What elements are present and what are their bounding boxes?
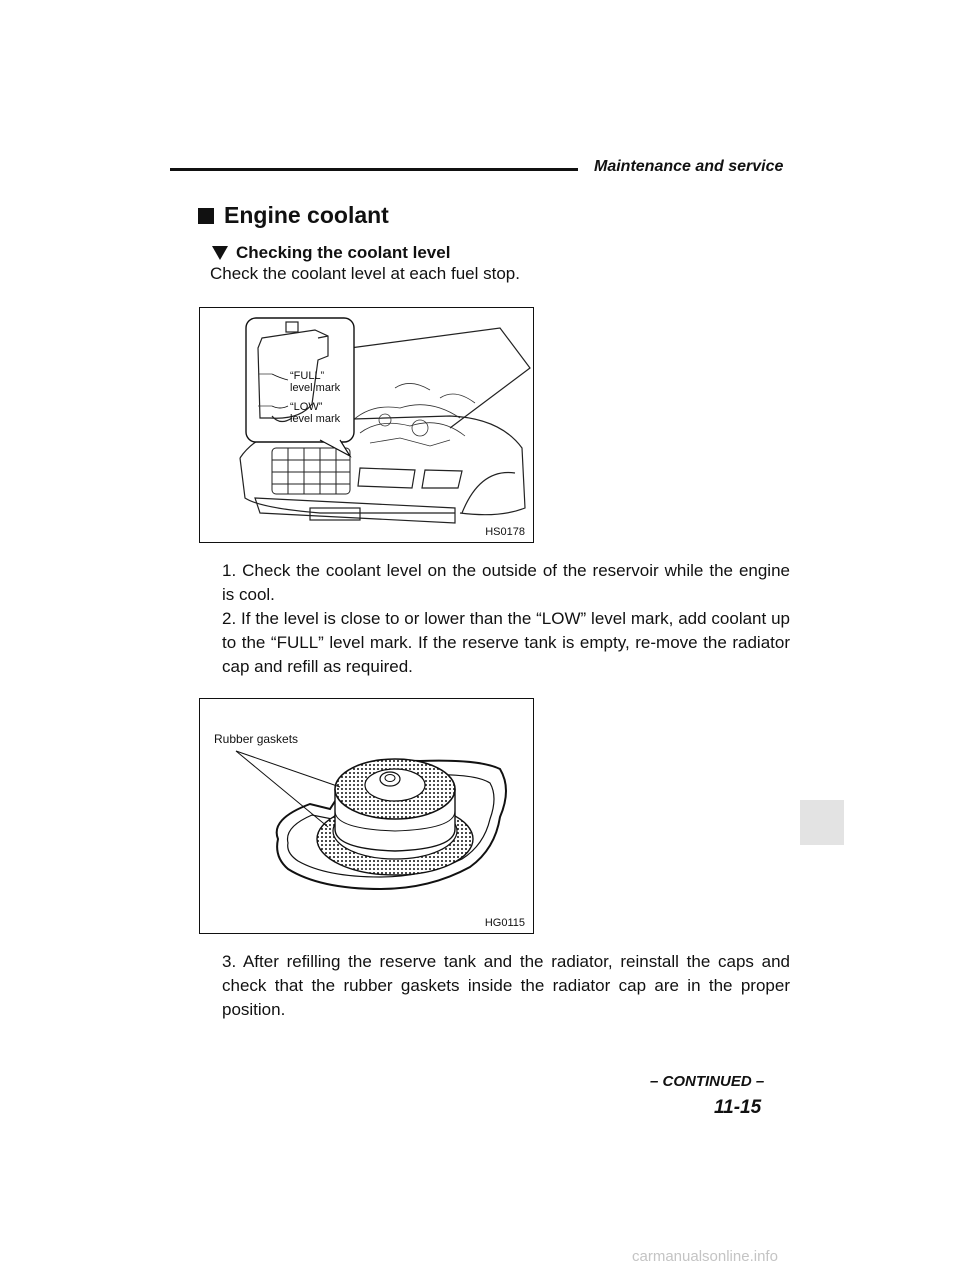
- chapter-thumb-tab: [800, 800, 844, 845]
- figure-coolant-reservoir: [199, 307, 534, 543]
- engine-bay-illustration: [200, 308, 533, 542]
- subsection-heading: [212, 243, 450, 263]
- triangle-bullet-icon: [212, 246, 228, 260]
- figure-code: HS0178: [485, 526, 525, 538]
- section-title: Engine coolant: [224, 202, 389, 228]
- section-heading: [198, 202, 389, 229]
- rubber-gaskets-label: Rubber gaskets: [214, 732, 299, 746]
- intro-text: Check the coolant level at each fuel stop.: [210, 264, 520, 283]
- header-title: Maintenance and service: [594, 158, 784, 175]
- subsection-title: Checking the coolant level: [236, 243, 451, 262]
- figure-code: HG0115: [484, 917, 525, 929]
- continued-note: – CONTINUED –: [650, 1073, 765, 1090]
- page-number: 11-15: [714, 1097, 762, 1118]
- header-rule: [170, 168, 578, 171]
- step-3: 3. After refilling the reserve tank and the radiator, reinstall the caps and check that the rubber gaskets inside the radiator cap are in the proper position.: [222, 952, 790, 1019]
- step-2: 2. If the level is close to or lower than the “LOW” level mark, add coolant up to the “FULL” level mark. If the reserve tank is empty, re-move the radiator cap and refill as required.: [222, 609, 790, 676]
- low-mark-label: “LOW” level mark: [290, 401, 341, 425]
- full-mark-label: “FULL” level mark: [290, 370, 341, 394]
- step-1: 1. Check the coolant level on the outside of the reservoir while the engine is cool.: [222, 561, 790, 604]
- watermark: carmanualsonline.info: [632, 1248, 778, 1265]
- figure-radiator-cap: [199, 698, 534, 934]
- square-bullet-icon: [198, 208, 214, 224]
